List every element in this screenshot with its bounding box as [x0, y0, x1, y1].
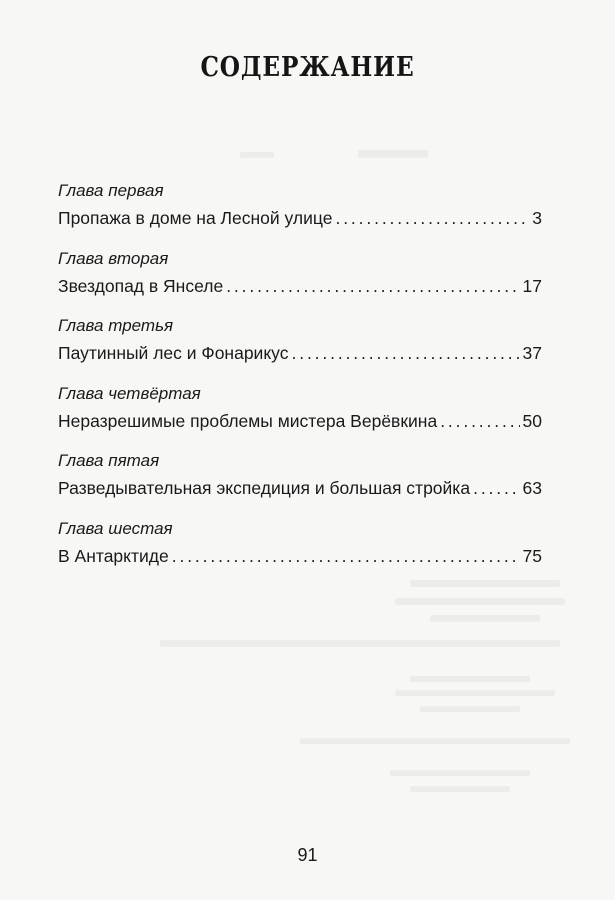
chapter-label: Глава первая [58, 181, 164, 200]
toc-entry-5 [58, 450, 542, 518]
show-through-mark [410, 786, 510, 792]
page-number: 37 [522, 343, 542, 363]
show-through-mark [420, 706, 520, 712]
dot-leader [226, 273, 519, 299]
page-title: СОДЕРЖАНИЕ [200, 52, 415, 83]
page-number: 50 [522, 410, 542, 431]
page-number: 3 [532, 208, 542, 228]
toc-line[interactable] [58, 543, 542, 569]
chapter-title: Неразрешимые проблемы мистера Верёвкина [58, 410, 438, 431]
chapter-title: Звездопад в Янселе [58, 275, 224, 296]
page-number: 75 [522, 545, 542, 566]
toc-line[interactable] [58, 340, 542, 366]
chapter-label: Глава пятая [58, 451, 160, 470]
dot-leader [473, 475, 519, 501]
dot-leader [172, 543, 520, 569]
toc-entry-3 [58, 315, 542, 383]
chapter-title: В Антарктиде [58, 545, 169, 566]
show-through-mark [410, 676, 530, 682]
toc-line[interactable] [58, 475, 542, 501]
show-through-mark [395, 598, 565, 605]
show-through-mark [300, 738, 570, 744]
show-through-mark [358, 150, 428, 158]
toc-entry-1 [58, 180, 542, 248]
show-through-mark [390, 770, 530, 776]
show-through-mark [160, 640, 560, 647]
chapter-title: Пропажа в доме на Лесной улице [58, 208, 333, 228]
toc-line[interactable] [58, 205, 542, 231]
page-number: 17 [522, 275, 542, 296]
dot-leader [292, 340, 520, 366]
chapter-title: Паутинный лес и Фонарикус [58, 343, 289, 363]
show-through-mark [430, 615, 540, 622]
show-through-mark [395, 690, 555, 696]
chapter-label: Глава вторая [58, 248, 169, 268]
toc-entry-2 [58, 248, 542, 316]
chapter-label: Глава шестая [58, 518, 173, 538]
page-folio-number: 91 [297, 845, 318, 865]
chapter-label: Глава четвёртая [58, 383, 201, 403]
toc-entry-6 [58, 518, 542, 586]
show-through-mark [240, 152, 274, 158]
toc-line[interactable] [58, 273, 542, 299]
chapter-title: Разведывательная экспедиция и большая стройка [58, 478, 471, 498]
dot-leader [440, 408, 519, 434]
table-of-contents [58, 180, 542, 585]
dot-leader [335, 205, 529, 231]
toc-entry-4 [58, 383, 542, 451]
toc-line[interactable] [58, 408, 542, 434]
page-number: 63 [522, 478, 542, 498]
chapter-label: Глава третья [58, 316, 174, 335]
